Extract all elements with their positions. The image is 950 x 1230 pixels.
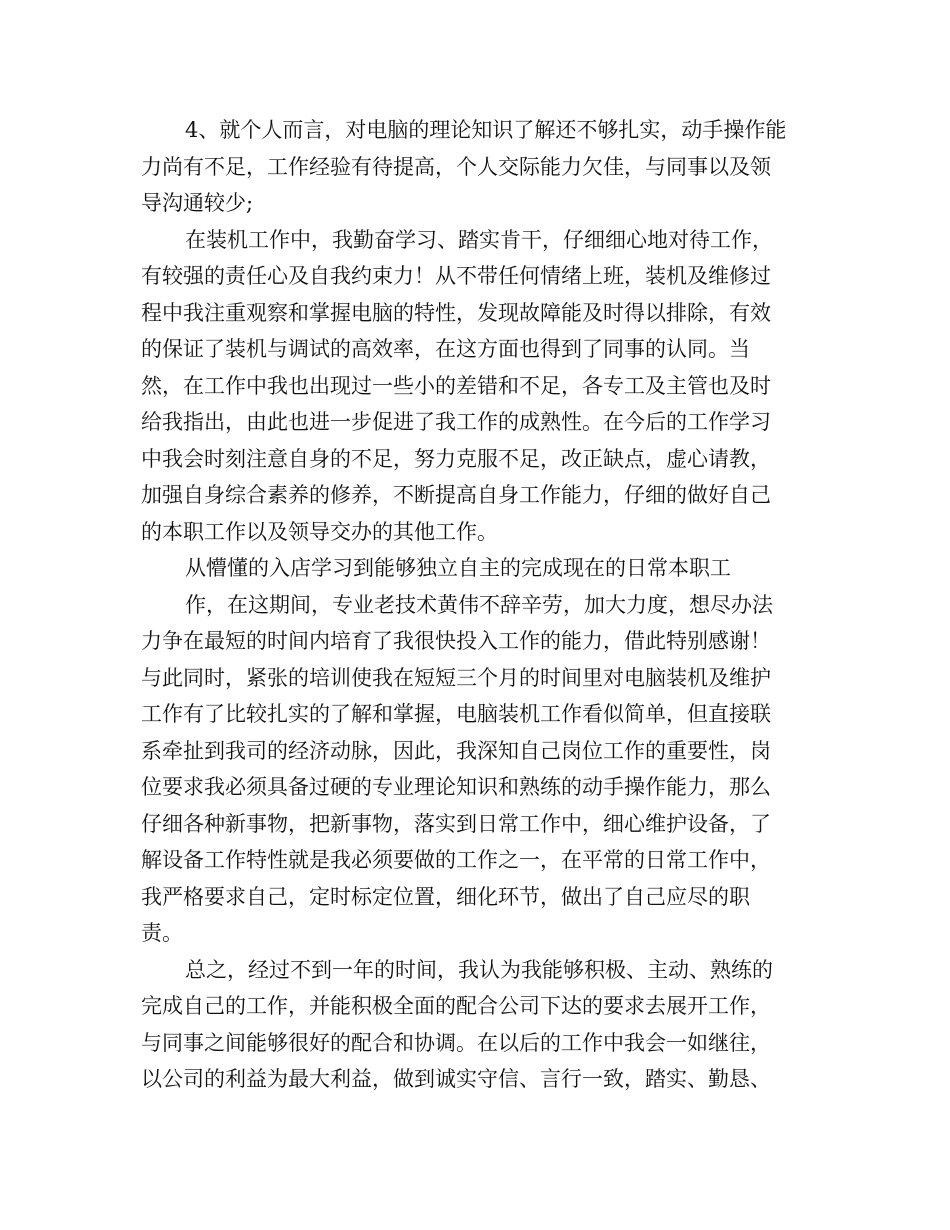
text-line: 解设备工作特性就是我必须要做的工作之一，在平常的日常工作中， <box>141 848 771 872</box>
text-line: 完成自己的工作，并能积极全面的配合公司下达的要求去展开工作， <box>141 994 771 1018</box>
text-line: 的保证了装机与调试的高效率，在这方面也得到了同事的认同。当 <box>141 337 750 361</box>
text-line: 给我指出，由此也进一步促进了我工作的成熟性。在今后的工作学习 <box>141 410 771 434</box>
text-line: 程中我注重观察和掌握电脑的特性，发现故障能及时得以排除，有效 <box>141 300 771 325</box>
text-line: 在装机工作中，我勤奋学习、踏实肯干，仔细细心地对待工作， <box>185 227 773 252</box>
text-line: 然，在工作中我也出现过一些小的差错和不足，各专工及主管也及时 <box>141 373 771 398</box>
text-line: 总之，经过不到一年的时间，我认为我能够积极、主动、熟练的 <box>185 957 773 982</box>
text-line: 加强自身综合素养的修养，不断提高自身工作能力，仔细的做好自己 <box>141 483 771 507</box>
text-line: 作，在这期间，专业老技术黄伟不辞辛劳，加大力度，想尽办法 <box>185 592 773 617</box>
text-line: 仔细各种新事物，把新事物，落实到日常工作中，细心维护设备，了 <box>141 811 771 836</box>
text-line: 责。 <box>141 921 183 945</box>
text-line: 力尚有不足，工作经验有待提高，个人交际能力欠佳，与同事以及领 <box>141 154 771 179</box>
text-line: 的本职工作以及领导交办的其他工作。 <box>141 519 498 544</box>
text-line: 力争在最短的时间内培育了我很快投入工作的能力，借此特别感谢！ <box>141 629 771 653</box>
text-line: 系牵扯到我司的经济动脉，因此，我深知自己岗位工作的重要性，岗 <box>141 738 771 763</box>
text-line: 导沟通较少; <box>141 191 254 215</box>
text-line: 工作有了比较扎实的了解和掌握，电脑装机工作看似简单，但直接联 <box>141 702 771 726</box>
text-line: 4、就个人而言，对电脑的理论知识了解还不够扎实，动手操作能 <box>185 118 787 142</box>
text-line: 从懵懂的入店学习到能够独立自主的完成现在的日常本职工 <box>185 556 731 580</box>
document-body <box>141 112 813 1098</box>
text-line: 中我会时刻注意自身的不足，努力克服不足，改正缺点，虚心请教， <box>141 446 771 471</box>
text-line: 以公司的利益为最大利益，做到诚实守信、言行一致，踏实、勤恳、 <box>141 1067 771 1091</box>
text-line: 有较强的责任心及自我约束力！从不带任何情绪上班，装机及维修过 <box>141 264 771 288</box>
text-line: 我严格要求自己，定时标定位置，细化环节，做出了自己应尽的职 <box>141 884 750 909</box>
text-line: 与同事之间能够很好的配合和协调。在以后的工作中我会一如继往， <box>141 1030 771 1055</box>
text-line: 与此同时，紧张的培训使我在短短三个月的时间里对电脑装机及维护 <box>141 665 771 690</box>
text-line: 位要求我必须具备过硬的专业理论知识和熟练的动手操作能力，那么 <box>141 775 771 799</box>
